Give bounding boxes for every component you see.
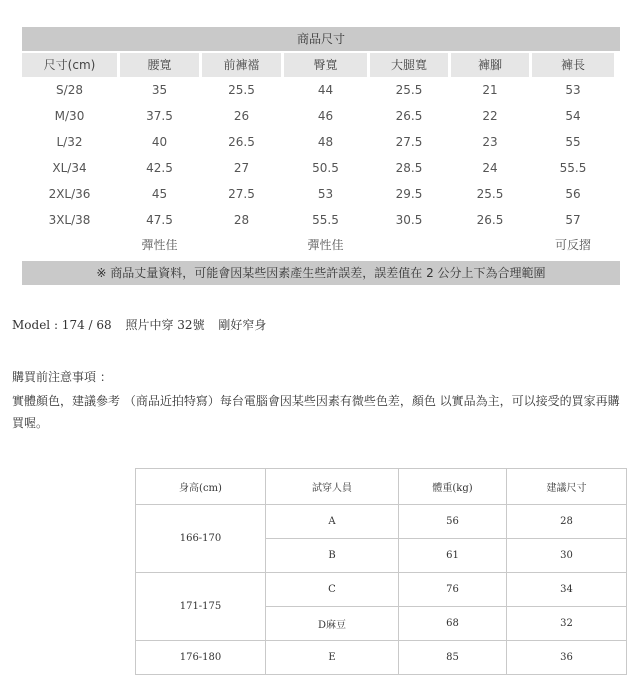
note-cell <box>22 233 117 257</box>
size-chart <box>22 27 620 285</box>
suggested-size: 34 <box>507 573 627 607</box>
size-value: 22 <box>482 109 498 123</box>
size-value: 46 <box>317 109 334 123</box>
size-value: 26.5 <box>476 213 504 227</box>
size-value: 45 <box>151 187 168 201</box>
header-hem: 褲腳 <box>451 53 529 77</box>
size-value: 53 <box>565 83 581 97</box>
size-value: 50.5 <box>312 161 339 175</box>
size-value: 56 <box>565 187 581 201</box>
note-cell <box>370 233 448 257</box>
note-cell: 彈性佳 <box>307 238 344 252</box>
table-row <box>136 641 627 675</box>
tester-name: A <box>266 505 399 539</box>
size-value: 57 <box>565 213 581 227</box>
size-row <box>22 103 620 129</box>
height-range: 171-175 <box>136 573 266 641</box>
header-tester: 試穿人員 <box>266 469 399 505</box>
tester-weight: 76 <box>399 573 507 607</box>
size-label: M/30 <box>54 109 85 123</box>
size-value: 25.5 <box>228 83 255 97</box>
size-value: 55.5 <box>559 161 587 175</box>
size-value: 26 <box>233 109 250 123</box>
table-row <box>136 505 627 539</box>
size-row <box>22 207 620 233</box>
tester-name: B <box>266 539 399 573</box>
tester-name: D麻豆 <box>266 607 399 641</box>
size-value: 25.5 <box>395 83 423 97</box>
suggested-size: 28 <box>507 505 627 539</box>
size-value: 23 <box>482 135 498 149</box>
size-value: 37.5 <box>146 109 173 123</box>
size-label: XL/34 <box>52 161 87 175</box>
size-value: 55 <box>565 135 581 149</box>
size-value: 44 <box>317 83 334 97</box>
tester-name: E <box>266 641 399 675</box>
size-value: 55.5 <box>312 213 339 227</box>
size-chart-notes <box>22 233 620 257</box>
size-value: 27.5 <box>395 135 423 149</box>
size-label: S/28 <box>56 83 83 97</box>
height-range: 176-180 <box>136 641 266 675</box>
size-chart-title: 商品尺寸 <box>22 27 620 51</box>
size-value: 28 <box>233 213 250 227</box>
size-value: 27.5 <box>228 187 255 201</box>
size-value: 40 <box>151 135 168 149</box>
size-value: 35 <box>151 83 168 97</box>
size-value: 42.5 <box>146 161 173 175</box>
tester-weight: 56 <box>399 505 507 539</box>
fit-table-header <box>136 469 627 505</box>
height-range: 166-170 <box>136 505 266 573</box>
size-value: 47.5 <box>146 213 173 227</box>
table-row <box>136 573 627 607</box>
size-row <box>22 77 620 103</box>
header-length: 褲長 <box>532 53 614 77</box>
size-chart-rows <box>22 77 620 233</box>
size-label: 2XL/36 <box>48 187 91 201</box>
size-value: 30.5 <box>395 213 423 227</box>
size-value: 26.5 <box>228 135 255 149</box>
size-value: 28.5 <box>395 161 423 175</box>
notice-body: 實體顏色，建議參考 （商品近拍特寫）每台電腦會因某些因素有微些色差，顏色 以實品為主，可以接受的買家再購買喔。 <box>12 394 620 430</box>
header-weight: 體重(kg) <box>399 469 507 505</box>
size-value: 27 <box>233 161 250 175</box>
size-value: 54 <box>565 109 581 123</box>
note-cell <box>451 233 529 257</box>
suggested-size: 32 <box>507 607 627 641</box>
size-value: 26.5 <box>395 109 423 123</box>
size-row <box>22 155 620 181</box>
size-label: 3XL/38 <box>48 213 91 227</box>
header-hip: 臀寬 <box>284 53 367 77</box>
measurement-disclaimer: ※ 商品丈量資料，可能會因某些因素產生些許誤差，誤差值在 2 公分上下為合理範圍 <box>22 261 620 285</box>
header-size: 尺寸(cm) <box>22 53 117 77</box>
size-row <box>22 129 620 155</box>
header-height: 身高(cm) <box>136 469 266 505</box>
size-label: L/32 <box>56 135 83 149</box>
size-value: 29.5 <box>395 187 423 201</box>
model-fit: 剛好窄身 <box>218 318 267 332</box>
header-thigh: 大腿寬 <box>370 53 448 77</box>
size-value: 21 <box>482 83 498 97</box>
size-chart-header <box>22 53 620 77</box>
size-row <box>22 181 620 207</box>
tester-weight: 85 <box>399 641 507 675</box>
suggested-size: 30 <box>507 539 627 573</box>
note-cell: 可反摺 <box>554 238 591 252</box>
header-waist: 腰寬 <box>120 53 199 77</box>
suggested-size: 36 <box>507 641 627 675</box>
size-value: 53 <box>317 187 334 201</box>
model-wear-size: 照片中穿 32號 <box>125 318 205 332</box>
fit-table <box>135 468 627 675</box>
model-info <box>12 316 276 333</box>
size-value: 24 <box>482 161 498 175</box>
note-cell <box>202 233 281 257</box>
notice-title: 購買前注意事項 ： <box>12 370 112 384</box>
model-measurements: Model : 174 / 68 <box>12 318 112 332</box>
size-value: 48 <box>317 135 334 149</box>
header-suggested-size: 建議尺寸 <box>507 469 627 505</box>
tester-weight: 61 <box>399 539 507 573</box>
header-front-rise: 前褲襠 <box>202 53 281 77</box>
note-cell: 彈性佳 <box>141 238 178 252</box>
tester-weight: 68 <box>399 607 507 641</box>
size-value: 25.5 <box>476 187 504 201</box>
tester-name: C <box>266 573 399 607</box>
